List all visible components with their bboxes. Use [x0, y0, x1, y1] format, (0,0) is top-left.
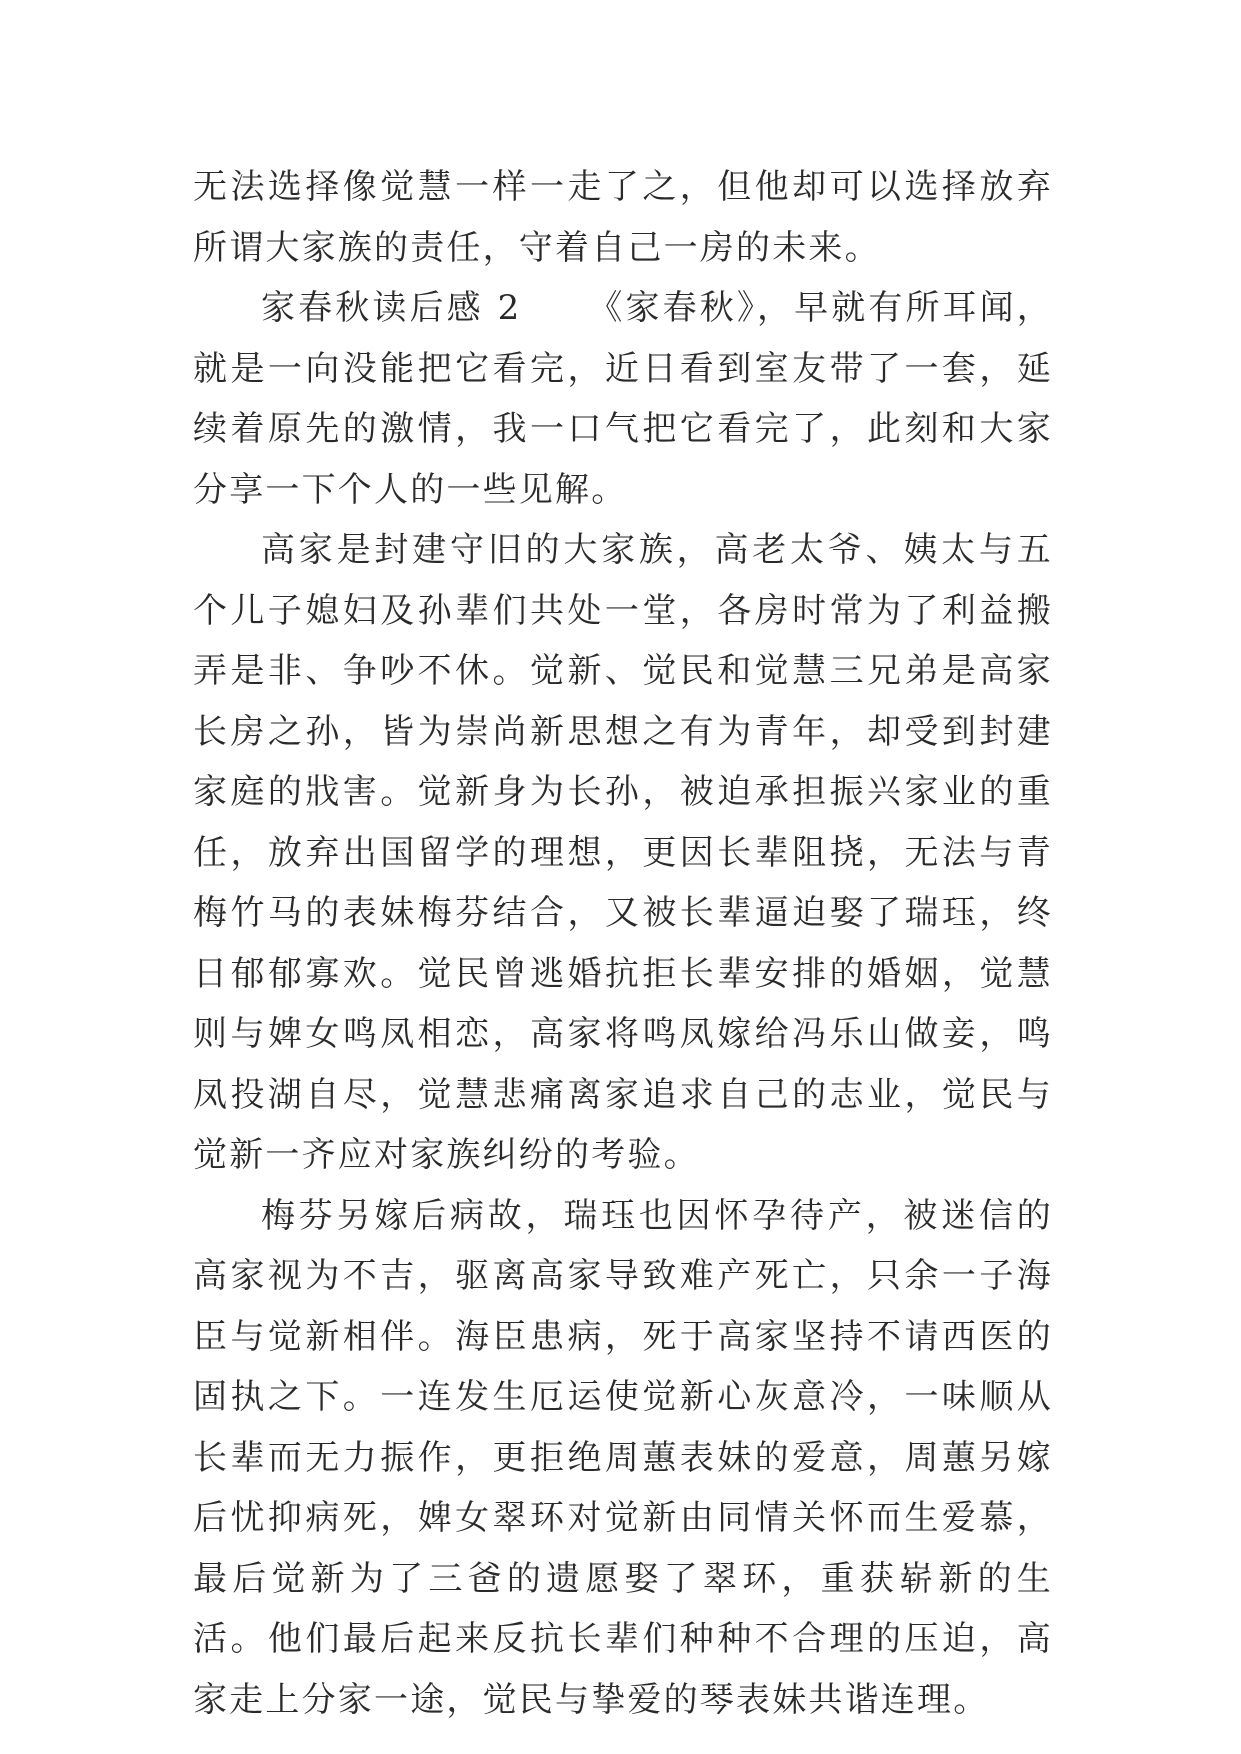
paragraph-meifen — [193, 1186, 1053, 1731]
paragraph-text: 梅芬另嫁后病故，瑞珏也因怀孕待产，被迷信的高家视为不吉，驱离高家导致难产死亡，只余一子海臣与觉新相伴。海臣患病，死于高家坚持不请西医的固执之下。一连发生厄运使觉新心灰意冷，一味顺从长辈而无力振作，更拒绝周蕙表妹的爱意，周蕙另嫁后忧抑病死，婢女翠环对觉新由同情关怀而生爱慕，最后觉新为了三爸的遗愿娶了翠环，重获崭新的生活。他们最后起来反抗长辈们种种不合理的压迫，高家走上分家一途，觉民与挚爱的琴表妹共谐连理。 — [193, 1195, 1053, 1720]
paragraph-text: 无法选择像觉慧一样一走了之，但他却可以选择放弃所谓大家族的责任，守着自己一房的未来。 — [193, 167, 1053, 268]
paragraph-text: 高家是封建守旧的大家族，高老太爷、姨太与五个儿子媳妇及孙辈们共处一堂，各房时常为了利益搬弄是非、争吵不休。觉新、觉民和觉慧三兄弟是高家长房之孙，皆为崇尚新思想之有为青年，却受到封建家庭的戕害。觉新身为长孙，被迫承担振兴家业的重任，放弃出国留学的理想，更因长辈阻挠，无法与青梅竹马的表妹梅芬结合，又被长辈逼迫娶了瑞珏，终日郁郁寡欢。觉民曾逃婚抗拒长辈安排的婚姻，觉慧则与婢女鸣凤相恋，高家将鸣凤嫁给冯乐山做妾，鸣凤投湖自尽，觉慧悲痛离家追求自己的志业，觉民与觉新一齐应对家族纠纷的考验。 — [193, 530, 1053, 1175]
paragraph-continuation — [193, 157, 1053, 278]
essay-title: 家春秋读后感 2 — [261, 288, 522, 328]
paragraph-essay-2-intro — [193, 278, 1053, 520]
paragraph-text: 《家春秋》，早就有所耳闻，就是一向没能把它看完，近日看到室友带了一套，延续着原先的激情，我一口气把它看完了，此刻和大家分享一下个人的一些见解。 — [193, 288, 1053, 510]
essay-body — [193, 157, 1053, 1730]
paragraph-gao-family — [193, 520, 1053, 1186]
